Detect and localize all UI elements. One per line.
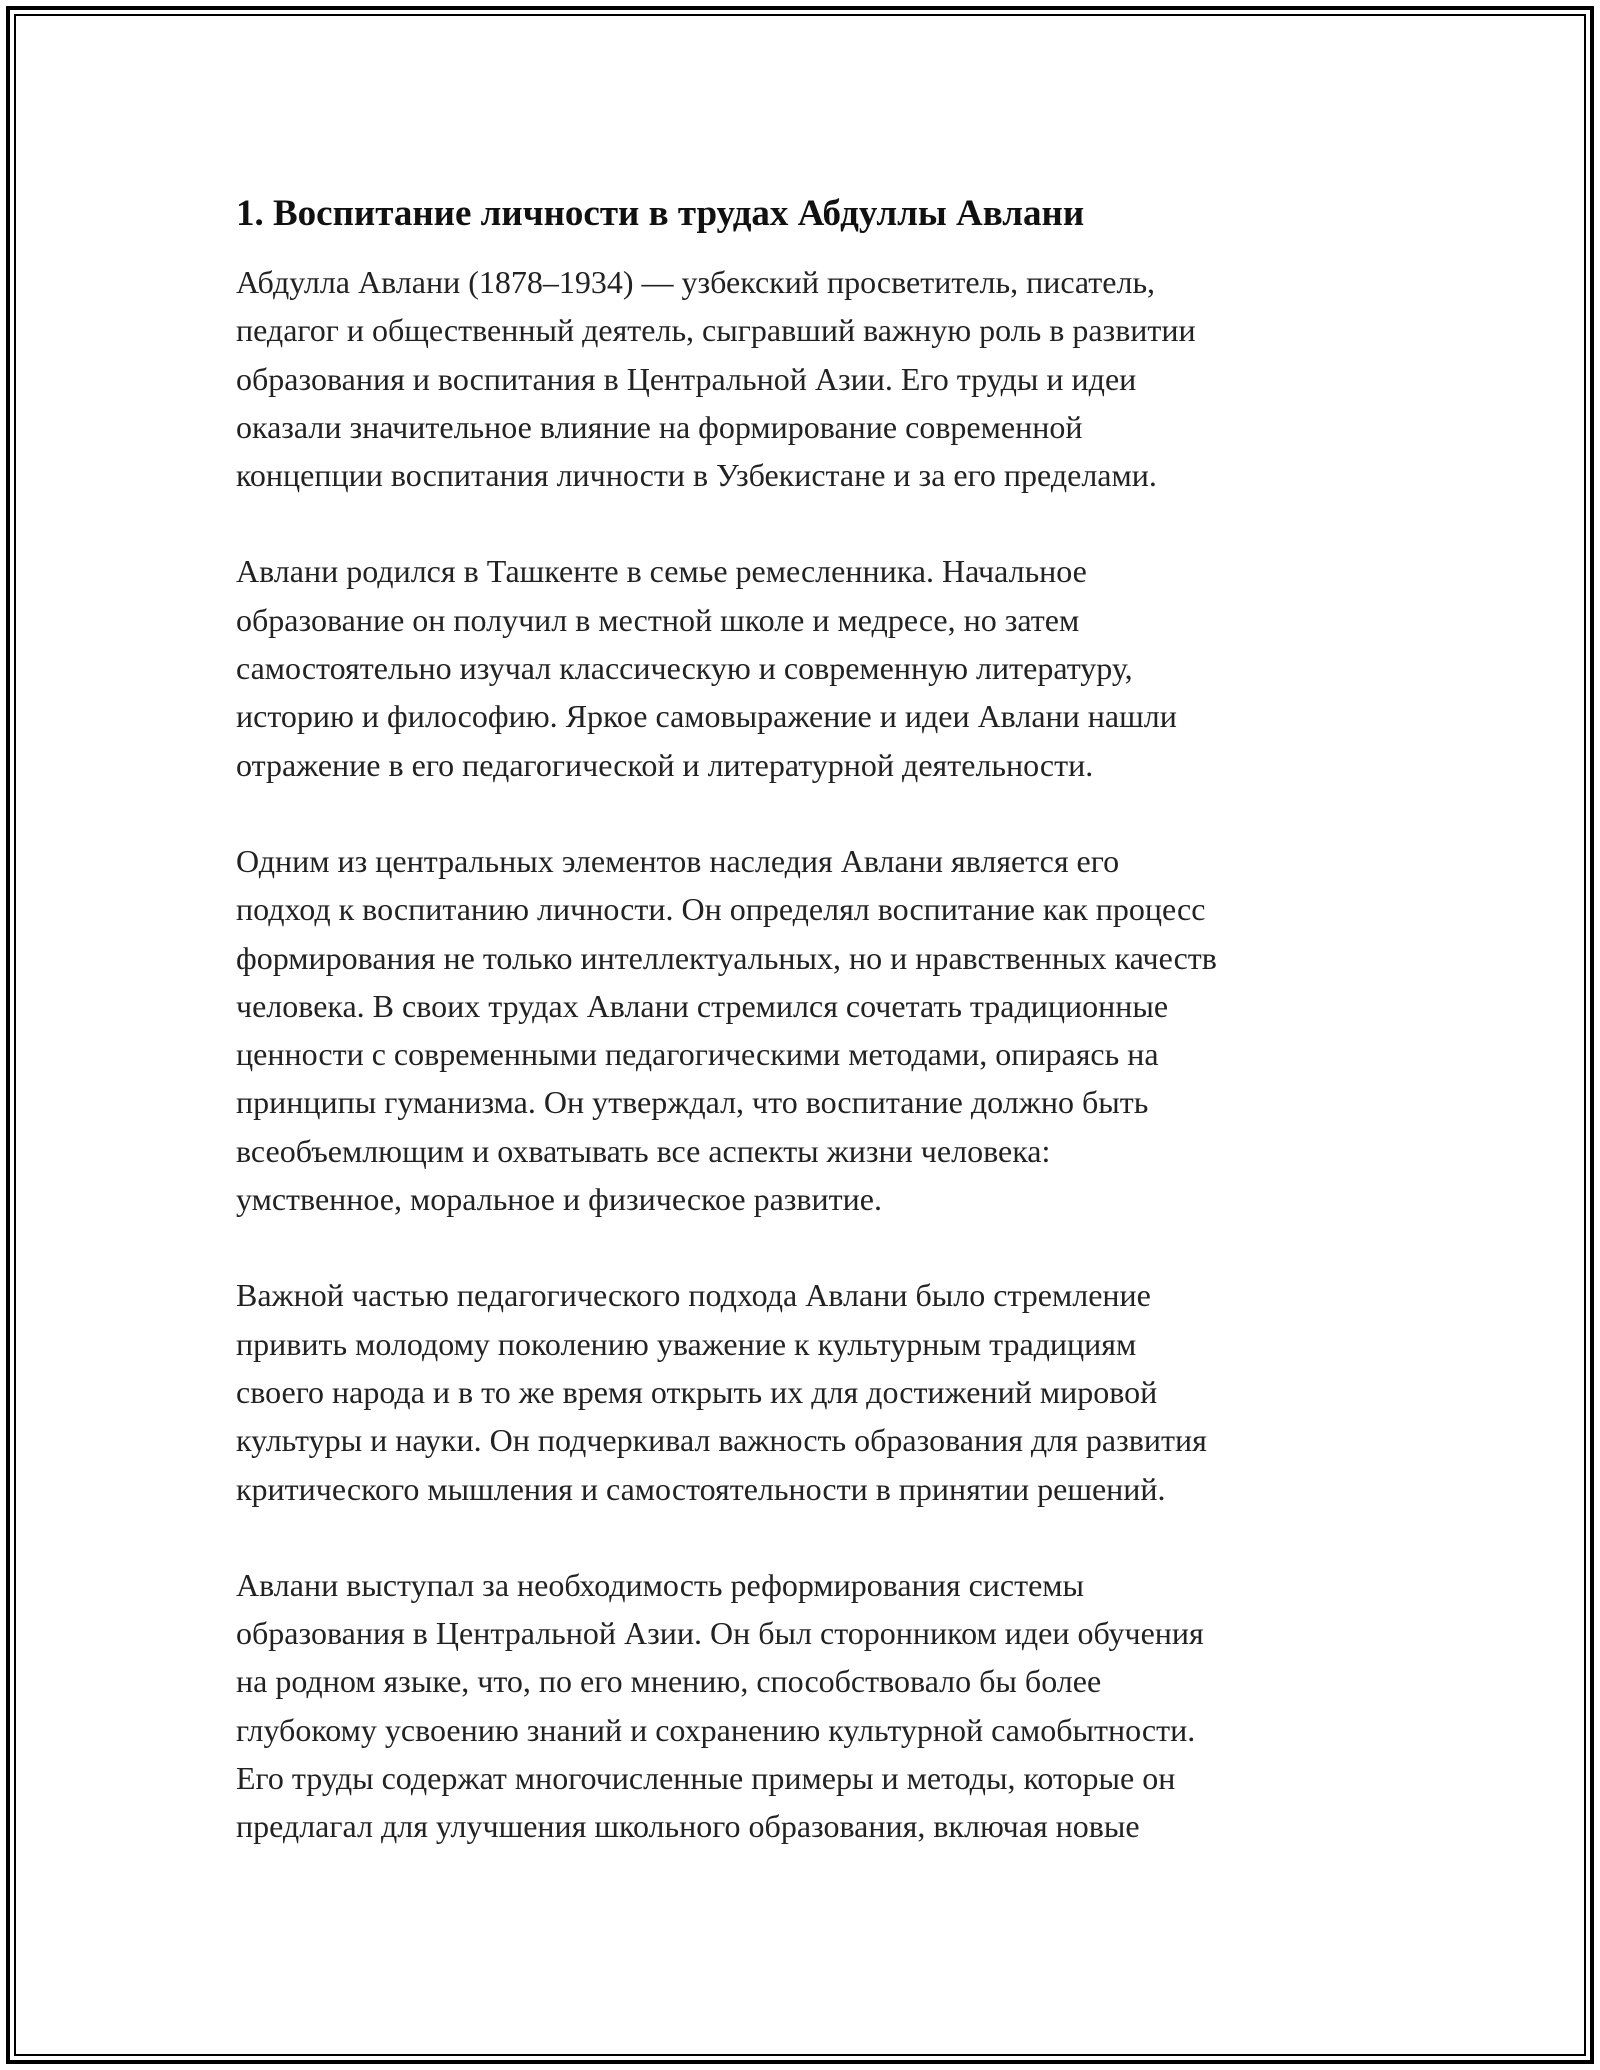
paragraph-4: Важной частью педагогического подхода Авлани было стремление привить молодому поколению уважение к культурным традициям своего народа и в то же время открыть их для достижений мировой культуры и науки. Он подчеркивал важность образования для развития критического мышления и самостоятельности в принятии решений.: [236, 1277, 1207, 1507]
section-heading: 1. Воспитание личности в трудах Абдуллы Авлани: [236, 193, 1085, 234]
paragraph-2: Авлани родился в Ташкенте в семье ремесленника. Начальное образование он получил в местной школе и медресе, но затем самостоятельно изучал классическую и современную литературу, историю и философию. Яркое самовыражение и идеи Авлани нашли отражение в его педагогической и литературной деятельности.: [236, 553, 1177, 783]
paragraph-3: Одним из центральных элементов наследия Авлани является его подход к воспитанию личности. Он определял воспитание как процесс формирования не только интеллектуальных, но и нравственных качеств человека. В своих трудах Авлани стремился сочетать традиционные ценности с современными педагогическими методами, опираясь на принципы гуманизма. Он утверждал, что воспитание должно быть всеобъемлющим и охватывать все аспекты жизни человека: умственное, моральное и физическое развитие.: [236, 842, 1217, 1218]
paragraph-5: Авлани выступал за необходимость реформирования системы образования в Центральной Азии. Он был сторонником идеи обучения на родном языке, что, по его мнению, способствовало бы более глубокому усвоению знаний и сохранению культурной самобытности. Его труды содержат многочисленные примеры и методы, которые он предлагал для улучшения школьного образования, включая новые: [236, 1566, 1204, 1845]
document-body: [236, 190, 1386, 1899]
paragraph-1: Абдулла Авлани (1878–1934) — узбекский просветитель, писатель, педагог и общественный деятель, сыгравший важную роль в развитии образования и воспитания в Центральной Азии. Его труды и идеи оказали значительное влияние на формирование современной концепции воспитания личности в Узбекистане и за его пределами.: [236, 264, 1196, 494]
